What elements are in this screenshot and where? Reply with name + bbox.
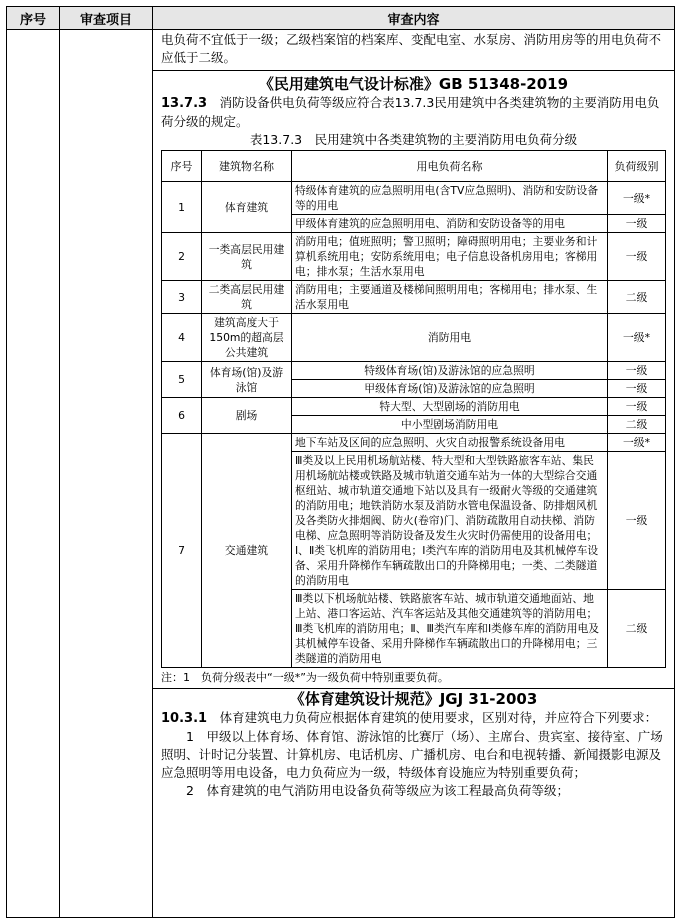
table-row <box>162 434 666 452</box>
row-level: 二级 <box>608 281 666 314</box>
intro-text: 电负荷不宜低于一级；乙级档案馆的档案库、变配电室、水泵房、消防用房等的用电负荷不应低于二级。 <box>161 32 662 65</box>
standard2-clause <box>161 709 666 728</box>
header-content: 审查内容 <box>153 7 675 30</box>
content-cell <box>153 30 675 918</box>
row-no: 6 <box>162 398 202 434</box>
row-level: 二级 <box>608 590 666 668</box>
row-building: 交通建筑 <box>202 434 292 668</box>
row-no: 5 <box>162 362 202 398</box>
load-grade-table <box>161 150 666 668</box>
header-item: 审查项目 <box>60 7 153 30</box>
standard1-clause-no: 13.7.3 <box>161 96 208 111</box>
content-row <box>7 30 675 918</box>
row-level: 一级 <box>608 362 666 380</box>
row-no: 1 <box>162 182 202 233</box>
row-load: 甲级体育建筑的应急照明用电、消防和安防设备等的用电 <box>292 215 608 233</box>
review-table <box>6 6 675 918</box>
standard2-item-1: 1 甲级以上体育场、体育馆、游泳馆的比赛厅（场）、主席台、贵宾室、接待室、广场照明、计时记分装置、计算机房、电话机房、广播机房、电台和电视转播、新闻摄影电源及应急照明等用电设备，电力负荷应为一级，特级体育设施应为特别重要负荷； <box>161 729 663 780</box>
row-load: Ⅲ类及以上民用机场航站楼、特大型和大型铁路旅客车站、集民用机场航站楼或铁路及城市轨道交通车站为一体的大型综合交通枢纽站、城市轨道交通地下站以及具有一级耐火等级的交通建筑的消防用电；地铁消防水泵及消防水管电保温设备、防排烟风机及各类防火排烟阀、防火(卷帘)门、消防疏散用自动扶梯、消防电梯、应急照明等消防设备及发生火灾时仍需使用的设备用电；Ⅰ、Ⅱ类飞机库的消防用电；Ⅰ类汽车库的消防用电及其机械停车设备、采用升降梯作车辆疏散出口的升降梯用电；一类、二类隧道的消防用电 <box>292 452 608 590</box>
row-no: 2 <box>162 233 202 281</box>
row-load: Ⅲ类以下机场航站楼、铁路旅客车站、城市轨道交通地面站、地上站、港口客运站、汽车客运站及其他交通建筑等的消防用电；Ⅲ类飞机库的消防用电；Ⅱ、Ⅲ类汽车库和Ⅰ类修车库的消防用电及其机械停车设备、采用升降梯作车辆疏散出口的升降梯用电；三类隧道的消防用电 <box>292 590 608 668</box>
row-level: 一级* <box>608 314 666 362</box>
standard2-title: 《体育建筑设计规范》JGJ 31-2003 <box>289 690 538 708</box>
table-row <box>162 281 666 314</box>
row-level: 一级 <box>608 215 666 233</box>
table-caption: 表13.7.3 民用建筑中各类建筑物的主要消防用电负荷分级 <box>249 132 578 147</box>
table-row <box>162 233 666 281</box>
row-building: 体育场(馆)及游泳馆 <box>202 362 292 398</box>
standard2-clause-text: 体育建筑电力负荷应根据体育建筑的使用要求，区别对待，并应符合下列要求： <box>219 710 658 725</box>
row-level: 一级 <box>608 380 666 398</box>
load-table-header <box>162 151 666 182</box>
standard2-clause-no: 10.3.1 <box>161 711 208 726</box>
row-load: 中小型剧场消防用电 <box>292 416 608 434</box>
row-load: 特级体育建筑的应急照明用电(含TV应急照明)、消防和安防设备等的用电 <box>292 182 608 215</box>
table-row <box>162 362 666 380</box>
row-building: 一类高层民用建筑 <box>202 233 292 281</box>
header-row <box>7 7 675 30</box>
row-building: 建筑高度大于150m的超高层公共建筑 <box>202 314 292 362</box>
th-load: 用电负荷名称 <box>292 151 608 182</box>
row-level: 一级 <box>608 452 666 590</box>
th-level: 负荷级别 <box>608 151 666 182</box>
row-load: 消防用电；主要通道及楼梯间照明用电；客梯用电；排水泵、生活水泵用电 <box>292 281 608 314</box>
row-load: 消防用电 <box>292 314 608 362</box>
header-index: 序号 <box>7 7 60 30</box>
table-row <box>162 182 666 215</box>
item-cell <box>60 30 153 918</box>
divider <box>153 70 674 71</box>
standard1-clause <box>161 94 666 131</box>
row-no: 3 <box>162 281 202 314</box>
table-note: 注：1 负荷分级表中“一级*”为一级负荷中特别重要负荷。 <box>161 671 449 684</box>
row-building: 剧场 <box>202 398 292 434</box>
standard1-title: 《民用建筑电气设计标准》GB 51348-2019 <box>258 75 569 93</box>
row-level: 二级 <box>608 416 666 434</box>
row-load: 甲级体育场(馆)及游泳馆的应急照明 <box>292 380 608 398</box>
th-no: 序号 <box>162 151 202 182</box>
standard1-clause-text: 消防设备供电负荷等级应符合表13.7.3民用建筑中各类建筑物的主要消防用电负荷分级的规定。 <box>161 95 660 129</box>
row-building: 体育建筑 <box>202 182 292 233</box>
table-row <box>162 314 666 362</box>
row-no: 4 <box>162 314 202 362</box>
row-level: 一级* <box>608 434 666 452</box>
row-no: 7 <box>162 434 202 668</box>
row-load: 特大型、大型剧场的消防用电 <box>292 398 608 416</box>
row-load: 地下车站及区间的应急照明、火灾自动报警系统设备用电 <box>292 434 608 452</box>
row-level: 一级 <box>608 398 666 416</box>
index-cell <box>7 30 60 918</box>
standard2-item-2: 2 体育建筑的电气消防用电设备负荷等级应为该工程最高负荷等级； <box>186 783 569 798</box>
row-level: 一级 <box>608 233 666 281</box>
row-level: 一级* <box>608 182 666 215</box>
row-building: 二类高层民用建筑 <box>202 281 292 314</box>
th-building: 建筑物名称 <box>202 151 292 182</box>
table-row <box>162 398 666 416</box>
row-load: 特级体育场(馆)及游泳馆的应急照明 <box>292 362 608 380</box>
row-load: 消防用电；值班照明；警卫照明；障碍照明用电；主要业务和计算机系统用电；安防系统用电；电子信息设备机房用电；客梯用电；排水泵；生活水泵用电 <box>292 233 608 281</box>
